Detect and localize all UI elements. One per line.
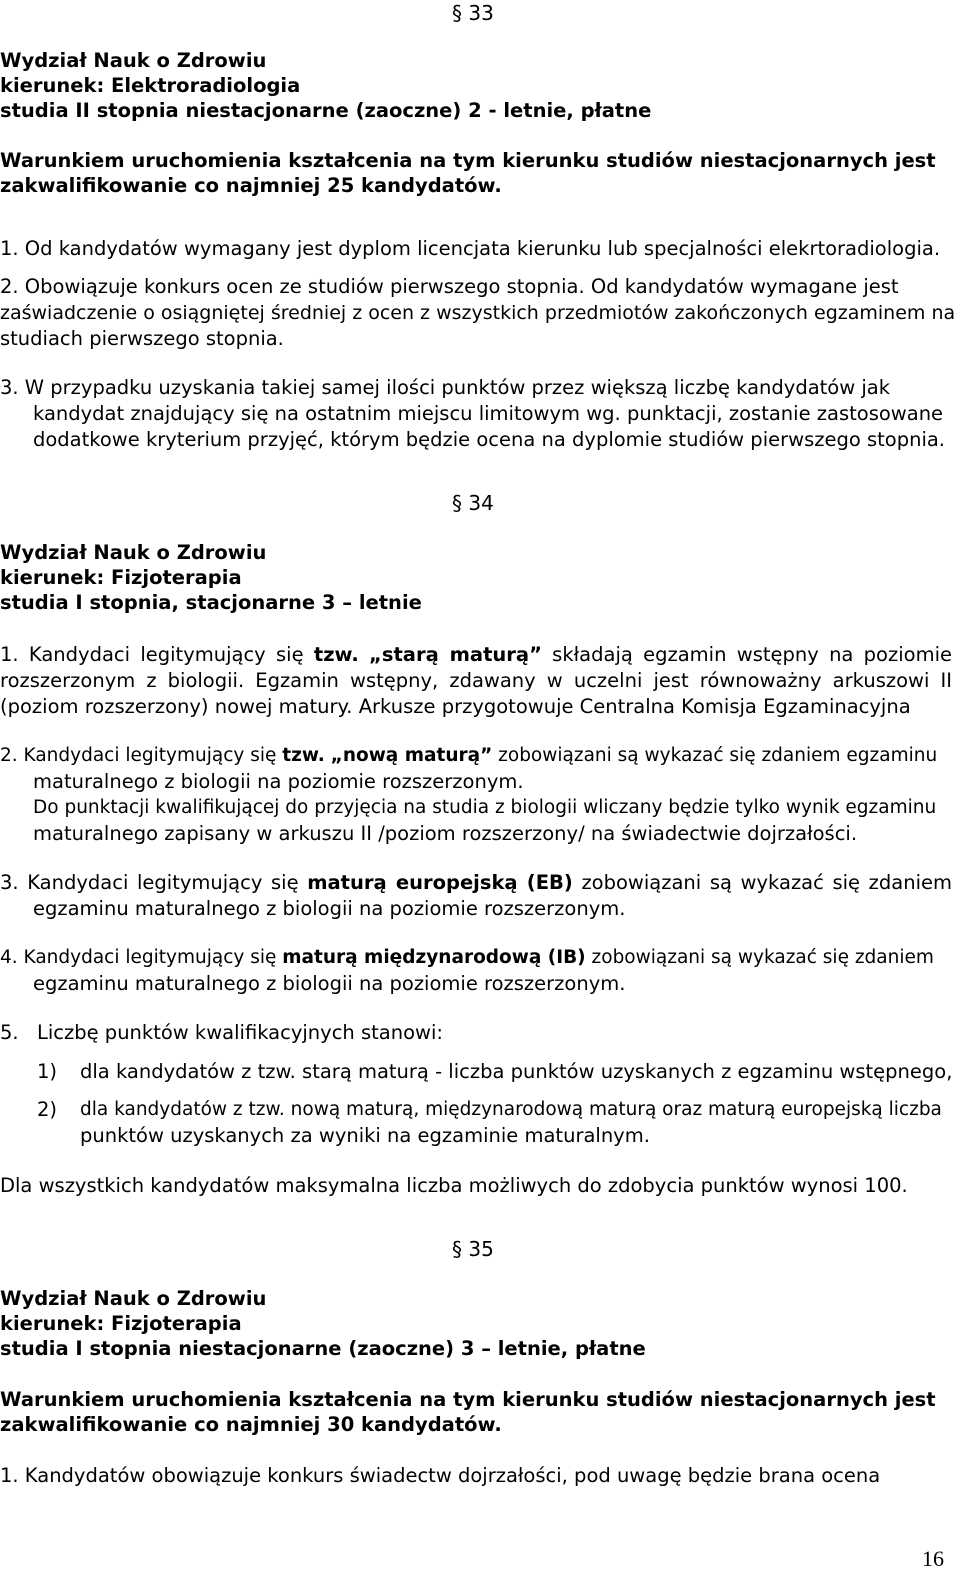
section-35-study-mode: studia I stopnia niestacjonarne (zaoczne) 3 – letnie, płatne xyxy=(0,1337,646,1360)
section-34-faculty: Wydział Nauk o Zdrowiu xyxy=(0,541,267,564)
section-33-study-mode: studia II stopnia niestacjonarne (zaoczne) 2 - letnie, płatne xyxy=(0,99,652,122)
section-34-major: kierunek: Fizjoterapia xyxy=(0,566,242,589)
point2-new-matura: „nową maturą” xyxy=(330,745,493,766)
section-34-point2-line3: Do punktacji kwalifikującej do przyjęcia na studia z biologii wliczany będzie tylko wynik egzaminu xyxy=(33,797,937,818)
point1-old-matura: „starą maturą” xyxy=(369,643,542,666)
point2-prefix: 2. Kandydaci legitymujący się xyxy=(0,745,283,766)
section-35-condition-line1: Warunkiem uruchomienia kształcenia na tym kierunku studiów niestacjonarnych jest xyxy=(0,1388,936,1411)
section-34-sub2-number: 2) xyxy=(37,1098,58,1121)
point4-prefix: 4. Kandydaci legitymujący się xyxy=(0,947,283,968)
section-33-marker: § 33 xyxy=(452,1,494,25)
section-34-point5-text: Liczbę punktów kwalifikacyjnych stanowi: xyxy=(37,1021,443,1044)
section-34-sub2-text: dla kandydatów z tzw. nową maturą, międzynarodową maturą oraz maturą europejską liczba xyxy=(80,1099,942,1120)
section-33-condition-line1: Warunkiem uruchomienia kształcenia na tym kierunku studiów niestacjonarnych jest xyxy=(0,149,936,172)
section-34-point3-line2: egzaminu maturalnego z biologii na poziomie rozszerzonym. xyxy=(33,897,626,920)
point2-tzw: tzw. xyxy=(282,745,325,766)
point3-suffix: zobowiązani są wykazać się zdaniem xyxy=(572,871,953,894)
section-34-sub1-number: 1) xyxy=(37,1060,58,1083)
section-34-point1-line2: rozszerzonym z biologii. Egzamin wstępny, zdawany w uczelni jest równoważny arkuszowi II xyxy=(0,669,952,692)
section-35-major: kierunek: Fizjoterapia xyxy=(0,1312,242,1335)
section-33-item2-line3: studiach pierwszego stopnia. xyxy=(0,327,284,350)
section-34-point2-line4: maturalnego zapisany w arkuszu II /poziom rozszerzony/ na świadectwie dojrzałości. xyxy=(33,822,858,845)
section-35-condition-line2: zakwalifikowanie co najmniej 30 kandydatów. xyxy=(0,1413,502,1436)
section-34-marker: § 34 xyxy=(452,491,494,515)
section-34-study-mode: studia I stopnia, stacjonarne 3 – letnie xyxy=(0,591,422,614)
section-33-faculty: Wydział Nauk o Zdrowiu xyxy=(0,49,267,72)
point1-prefix: 1. Kandydaci legitymujący się xyxy=(0,643,314,666)
section-35-faculty: Wydział Nauk o Zdrowiu xyxy=(0,1287,267,1310)
point3-prefix: 3. Kandydaci legitymujący się xyxy=(0,871,308,894)
section-34-sub1-text: dla kandydatów z tzw. starą maturą - liczba punktów uzyskanych z egzaminu wstępnego, xyxy=(80,1060,953,1083)
section-33-item2-line2: zaświadczenie o osiągniętej średniej z ocen z wszystkich przedmiotów zakończonych egzaminem na xyxy=(0,302,956,324)
section-33-item2-line1: 2. Obowiązuje konkurs ocen ze studiów pierwszego stopnia. Od kandydatów wymagane jest xyxy=(0,275,899,298)
section-34-max-points: Dla wszystkich kandydatów maksymalna liczba możliwych do zdobycia punktów wynosi 100. xyxy=(0,1174,908,1197)
section-35-marker: § 35 xyxy=(452,1237,494,1261)
point1-tzw: tzw. xyxy=(313,643,359,666)
section-33-item3-line2: kandydat znajdujący się na ostatnim miejscu limitowym wg. punktacji, zostanie zastosowane xyxy=(33,402,944,425)
section-35-item1: 1. Kandydatów obowiązuje konkurs świadectw dojrzałości, pod uwagę będzie brana ocena xyxy=(0,1464,881,1487)
section-33-major: kierunek: Elektroradiologia xyxy=(0,74,301,97)
section-34-point5-number: 5. xyxy=(0,1021,19,1044)
section-34-point2-line2: maturalnego z biologii na poziomie rozszerzonym. xyxy=(33,770,524,793)
section-34-point2-line1 xyxy=(0,743,937,769)
point2-suffix: zobowiązani są wykazać się zdaniem egzaminu xyxy=(492,745,938,766)
section-33-item3-line1: 3. W przypadku uzyskania takiej samej ilości punktów przez większą liczbę kandydatów jak xyxy=(0,376,891,399)
section-33-item1: 1. Od kandydatów wymagany jest dyplom licencjata kierunku lub specjalności elekrtoradiologia. xyxy=(0,237,941,260)
section-33-condition-line2: zakwalifikowanie co najmniej 25 kandydatów. xyxy=(0,174,502,197)
section-34-point4-line1 xyxy=(0,945,934,971)
section-34-point1-line3: (poziom rozszerzony) nowej matury. Arkusze przygotowuje Centralna Komisja Egzaminacyjna xyxy=(0,695,911,718)
point1-suffix: składają egzamin wstępny na poziomie xyxy=(541,643,952,666)
section-34-point1-line1 xyxy=(0,642,952,668)
section-33-item3-line3: dodatkowe kryterium przyjęć, którym będzie ocena na dyplomie studiów pierwszego stopnia. xyxy=(33,428,946,451)
section-34-point4-line2: egzaminu maturalnego z biologii na poziomie rozszerzonym. xyxy=(33,972,626,995)
page-number: 16 xyxy=(922,1546,944,1571)
section-34-sub2-line2: punktów uzyskanych za wyniki na egzaminie maturalnym. xyxy=(80,1124,650,1147)
point4-suffix: zobowiązani są wykazać się zdaniem xyxy=(585,947,934,968)
point4-ib-matura: maturą międzynarodową (IB) xyxy=(282,947,586,968)
section-34-point3-line1 xyxy=(0,870,952,896)
point3-eb-matura: maturą europejską (EB) xyxy=(307,871,573,894)
